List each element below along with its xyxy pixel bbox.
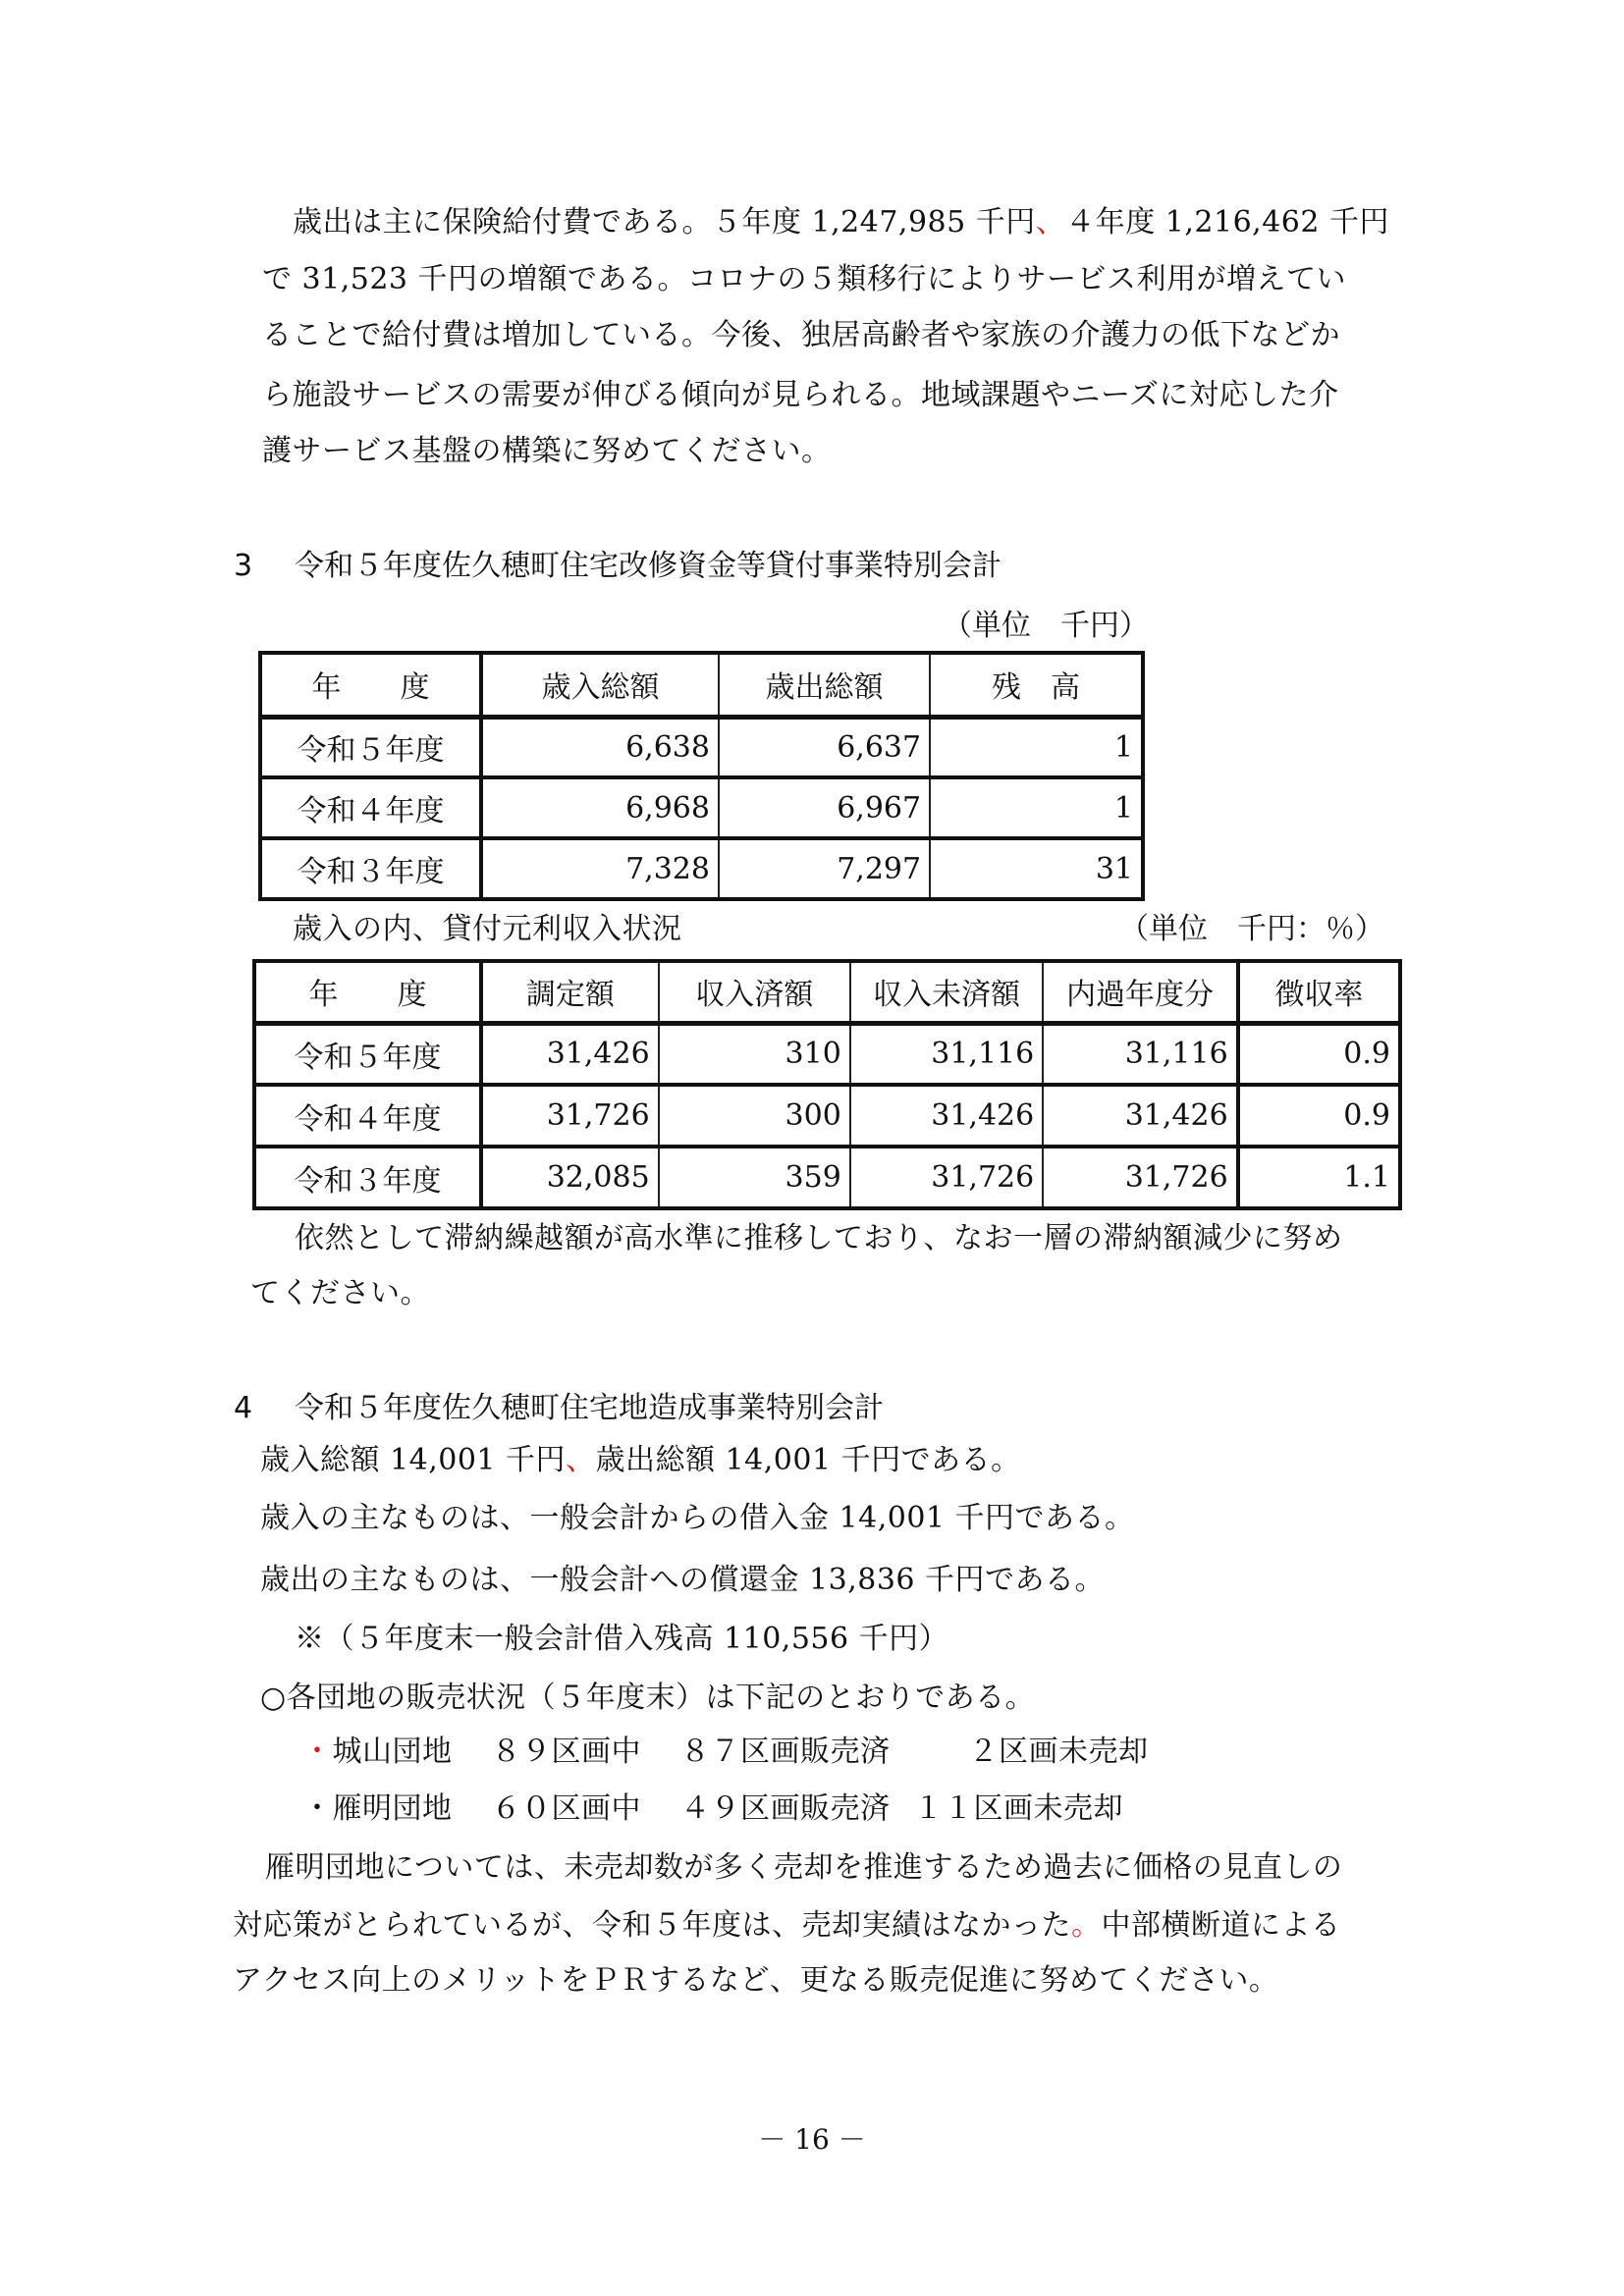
table-row bbox=[260, 838, 1143, 899]
bullet-icon: ・ bbox=[302, 1791, 333, 1826]
table-row bbox=[254, 1023, 1400, 1085]
header-collection-rate: 徴収率 bbox=[1238, 961, 1400, 1023]
table-row bbox=[260, 717, 1143, 777]
header-collected: 収入済額 bbox=[659, 961, 850, 1023]
cell-collection-rate: 0.9 bbox=[1238, 1085, 1400, 1147]
bullet-icon: ・ bbox=[302, 1735, 333, 1769]
text-span: 対応策がとられているが、令和５年度は、売却実績はなかった bbox=[233, 1908, 1071, 1943]
cell-collected: 359 bbox=[659, 1147, 850, 1208]
section3-comment-line-2: てください。 bbox=[250, 1276, 430, 1310]
table-header-row bbox=[260, 653, 1143, 717]
cell-balance: 1 bbox=[930, 717, 1143, 777]
section4-number: 4 bbox=[234, 1391, 253, 1425]
estate-name: 城山団地 bbox=[332, 1735, 453, 1769]
header-year: 年 度 bbox=[254, 961, 481, 1023]
header-prior-years: 内過年度分 bbox=[1043, 961, 1237, 1023]
cell-expenditure: 7,297 bbox=[719, 838, 930, 899]
text-span: 歳入総額 14,001 千円 bbox=[260, 1443, 567, 1477]
section3-unit: （単位 千円） bbox=[943, 609, 1149, 643]
para1-line-2: で 31,523 千円の増額である。コロナの５類移行によりサービス利用が増えてい bbox=[262, 262, 1347, 296]
cell-uncollected: 31,116 bbox=[850, 1023, 1043, 1085]
closing-line-2 bbox=[233, 1906, 1341, 1946]
page-number: － 16 － bbox=[758, 2123, 866, 2156]
para1-line-3: ることで給付費は増加している。今後、独居高齢者や家族の介護力の低下などか bbox=[262, 318, 1340, 352]
estate-unsold: ２区画未売却 bbox=[968, 1735, 1149, 1769]
text-span: 歳出は主に保険給付費である。５年度 1,247,985 千円 bbox=[293, 205, 1036, 240]
cell-balance: 1 bbox=[930, 777, 1143, 838]
cell-assessed: 31,726 bbox=[481, 1085, 659, 1147]
cell-assessed: 31,426 bbox=[481, 1023, 659, 1085]
cell-revenue: 7,328 bbox=[481, 838, 719, 899]
closing-line-1: 雁明団地については、未売却数が多く売却を推進するため過去に価格の見直しの bbox=[265, 1850, 1343, 1885]
text-span: 歳出総額 14,001 千円である。 bbox=[595, 1443, 1021, 1477]
red-comma: 、 bbox=[1035, 205, 1066, 240]
header-assessed: 調定額 bbox=[481, 961, 659, 1023]
cell-uncollected: 31,726 bbox=[850, 1147, 1043, 1208]
header-year: 年 度 bbox=[260, 653, 481, 717]
red-period: 。 bbox=[1071, 1908, 1102, 1943]
cell-year: 令和３年度 bbox=[260, 838, 481, 899]
para1-line-1 bbox=[293, 203, 1389, 242]
section4-sales-intro: ○各団地の販売状況（５年度末）は下記のとおりである。 bbox=[260, 1681, 1036, 1715]
cell-prior-years: 31,116 bbox=[1043, 1023, 1237, 1085]
section3-comment-line-1: 依然として滞納繰越額が高水準に推移しており、なお一層の滞納額減少に努め bbox=[295, 1221, 1343, 1255]
section4-heading bbox=[234, 1389, 884, 1428]
cell-year: 令和４年度 bbox=[260, 777, 481, 838]
header-uncollected: 収入未済額 bbox=[850, 961, 1043, 1023]
cell-revenue: 6,968 bbox=[481, 777, 719, 838]
cell-prior-years: 31,426 bbox=[1043, 1085, 1237, 1147]
table-header-row bbox=[254, 961, 1400, 1023]
table-row bbox=[254, 1085, 1400, 1147]
section3-title: 令和５年度佐久穂町住宅改修資金等貸付事業特別会計 bbox=[295, 549, 1001, 583]
text-span: 中部横断道による bbox=[1101, 1908, 1341, 1943]
estate-total: ６０区画中 bbox=[491, 1791, 641, 1826]
section3-heading bbox=[234, 547, 1001, 586]
cell-collected: 310 bbox=[659, 1023, 850, 1085]
estate-sold: ４９区画販売済 bbox=[680, 1791, 891, 1826]
section4-note: ※（５年度末一般会計借入残高 110,556 千円） bbox=[295, 1622, 949, 1656]
header-expenditure-total: 歳出総額 bbox=[719, 653, 930, 717]
estate-total: ８９区画中 bbox=[491, 1735, 641, 1769]
text-span: ４年度 1,216,462 千円 bbox=[1065, 205, 1390, 240]
estate-unsold: １１区画未売却 bbox=[913, 1791, 1123, 1826]
cell-revenue: 6,638 bbox=[481, 717, 719, 777]
cell-uncollected: 31,426 bbox=[850, 1085, 1043, 1147]
section3-number: 3 bbox=[234, 549, 253, 583]
cell-year: 令和５年度 bbox=[260, 717, 481, 777]
section4-title: 令和５年度佐久穂町住宅地造成事業特別会計 bbox=[295, 1391, 884, 1425]
cell-expenditure: 6,637 bbox=[719, 717, 930, 777]
section4-expenditure-main: 歳出の主なものは、一般会計への償還金 13,836 千円である。 bbox=[260, 1563, 1106, 1597]
cell-year: 令和５年度 bbox=[254, 1023, 481, 1085]
cell-collected: 300 bbox=[659, 1085, 850, 1147]
cell-expenditure: 6,967 bbox=[719, 777, 930, 838]
estate-name: 雁明団地 bbox=[332, 1791, 453, 1826]
closing-line-3: アクセス向上のメリットをＰＲするなど、更なる販売促進に努めてください。 bbox=[233, 1963, 1279, 1998]
para1-line-5: 護サービス基盤の構築に努めてください。 bbox=[262, 434, 832, 468]
table-row bbox=[260, 777, 1143, 838]
estate-row bbox=[302, 1733, 1149, 1772]
estate-sold: ８７区画販売済 bbox=[680, 1735, 891, 1769]
header-revenue-total: 歳入総額 bbox=[481, 653, 719, 717]
estate-row bbox=[302, 1789, 1123, 1829]
cell-prior-years: 31,726 bbox=[1043, 1147, 1237, 1208]
section4-totals bbox=[260, 1441, 1021, 1480]
loan-income-label: 歳入の内、貸付元利収入状況 bbox=[293, 912, 682, 946]
cell-year: 令和３年度 bbox=[254, 1147, 481, 1208]
cell-collection-rate: 1.1 bbox=[1238, 1147, 1400, 1208]
header-balance: 残 高 bbox=[930, 653, 1143, 717]
balance-table bbox=[258, 651, 1145, 901]
cell-year: 令和４年度 bbox=[254, 1085, 481, 1147]
cell-balance: 31 bbox=[930, 838, 1143, 899]
red-comma: 、 bbox=[566, 1443, 596, 1477]
loan-income-unit: （単位 千円：％） bbox=[1119, 912, 1384, 946]
loan-income-table bbox=[252, 959, 1402, 1210]
para1-line-4: ら施設サービスの需要が伸びる傾向が見られる。地域課題やニーズに対応した介 bbox=[262, 378, 1339, 412]
cell-assessed: 32,085 bbox=[481, 1147, 659, 1208]
section4-revenue-main: 歳入の主なものは、一般会計からの借入金 14,001 千円である。 bbox=[260, 1501, 1135, 1535]
cell-collection-rate: 0.9 bbox=[1238, 1023, 1400, 1085]
table-row bbox=[254, 1147, 1400, 1208]
